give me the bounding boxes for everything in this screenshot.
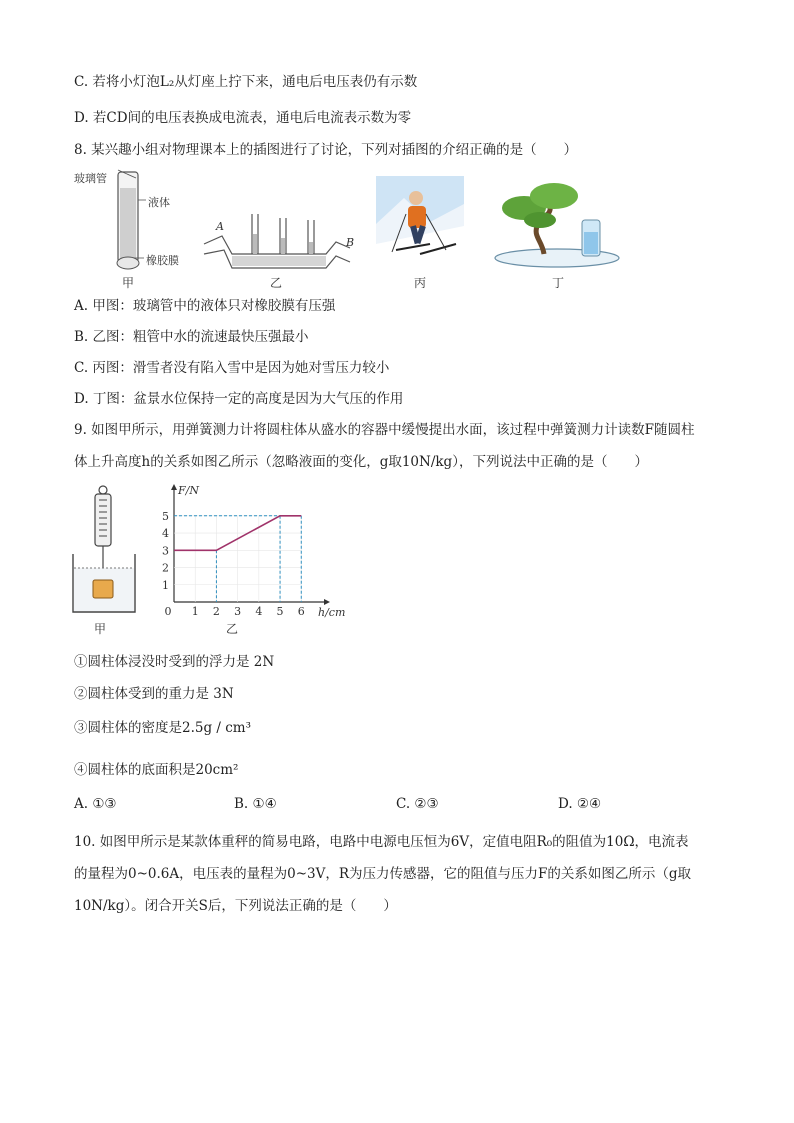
- f-h-chart: [160, 484, 346, 624]
- caption-ding: 丁: [552, 276, 565, 290]
- y-tick-label: 1: [162, 578, 169, 592]
- point-b-label: B: [346, 236, 355, 249]
- question-9-line-1: 9. 如图甲所示，用弹簧测力计将圆柱体从盛水的容器中缓慢提出水面，该过程中弹簧测力计读数F随圆柱: [74, 422, 695, 438]
- question-10-line-3: 10N/kg）。闭合开关S后，下列说法正确的是（ ）: [74, 898, 397, 914]
- spring-scale-diagram: [70, 484, 140, 624]
- question-8-option-b: B. 乙图：粗管中水的流速最快压强最小: [74, 329, 309, 345]
- question-8-option-d: D. 丁图：盆景水位保持一定的高度是因为大气压的作用: [74, 391, 404, 407]
- question-9-option-c: C. ②③: [396, 796, 439, 812]
- figure-9-yi-chart: [160, 484, 346, 636]
- question-8-option-a: A. 甲图：玻璃管中的液体只对橡胶膜有压强: [74, 298, 336, 314]
- skier-picture: [376, 176, 464, 266]
- figure-8-drawing: [74, 164, 634, 294]
- question-8: 8. 某兴趣小组对物理课本上的插图进行了讨论，下列对插图的介绍正确的是（ ）: [74, 142, 578, 158]
- question-10-line-1: 10. 如图甲所示是某款体重秤的简易电路，电路中电源电压恒为6V，定值电阻R₀的阻值为10Ω，电流表: [74, 834, 689, 850]
- x-tick-label: 5: [276, 605, 284, 618]
- statement-2: ②圆柱体受到的重力是 3N: [74, 686, 234, 702]
- figure-8: [74, 164, 634, 294]
- caption-jia-9: 甲: [94, 622, 107, 636]
- question-9-option-b: B. ①④: [234, 796, 277, 812]
- option-c-line: C. 若将小灯泡L₂从灯座上拧下来，通电后电压表仍有示数: [74, 74, 418, 90]
- glass-tube-diagram: [117, 170, 146, 269]
- option-d-line: D. 若CD间的电压表换成电流表，通电后电流表示数为零: [74, 110, 412, 126]
- question-9-option-d: D. ②④: [558, 796, 602, 812]
- caption-bing: 丙: [414, 276, 427, 290]
- y-tick-label: 3: [162, 544, 169, 558]
- y-axis-arrow: [171, 484, 177, 490]
- statement-1: ①圆柱体浸没时受到的浮力是 2N: [74, 654, 275, 670]
- question-9-line-2: 体上升高度h的关系如图乙所示（忽略液面的变化，g取10N/kg），下列说法中正确的是（ ）: [74, 454, 648, 470]
- statement-3: ③圆柱体的密度是2.5g / cm³: [74, 720, 252, 736]
- point-a-label: A: [216, 220, 224, 233]
- caption-yi: 乙: [270, 276, 283, 290]
- origin-label: 0: [164, 605, 172, 618]
- figure-9-jia: [70, 484, 140, 634]
- x-tick-label: 6: [297, 605, 305, 618]
- x-tick-label: 4: [255, 605, 263, 618]
- x-tick-label: 2: [212, 605, 220, 618]
- tube-label: 玻璃管: [74, 172, 107, 185]
- bonsai-picture: [495, 183, 619, 267]
- x-axis-arrow: [324, 599, 330, 605]
- statement-4: ④圆柱体的底面积是20cm²: [74, 762, 239, 778]
- x-tick-label: 1: [191, 605, 199, 618]
- y-tick-label: 4: [162, 527, 169, 541]
- liquid-label: 液体: [148, 196, 170, 209]
- y-axis-label: F/N: [178, 484, 199, 497]
- caption-yi-9: 乙: [226, 622, 239, 636]
- x-axis-label: h/cm: [318, 606, 346, 619]
- x-tick-label: 3: [234, 605, 242, 618]
- question-8-option-c: C. 丙图：滑雪者没有陷入雪中是因为她对雪压力较小: [74, 360, 390, 376]
- venturi-pipe-diagram: [204, 214, 350, 268]
- y-tick-label: 5: [162, 509, 169, 523]
- y-tick-label: 2: [162, 561, 169, 575]
- caption-jia: 甲: [122, 276, 135, 290]
- question-10-line-2: 的量程为0~0.6A，电压表的量程为0~3V，R为压力传感器，它的阻值与压力F的关系如图乙所示（g取: [74, 866, 692, 882]
- question-9-option-a: A. ①③: [74, 796, 117, 812]
- membrane-label: 橡胶膜: [146, 254, 179, 267]
